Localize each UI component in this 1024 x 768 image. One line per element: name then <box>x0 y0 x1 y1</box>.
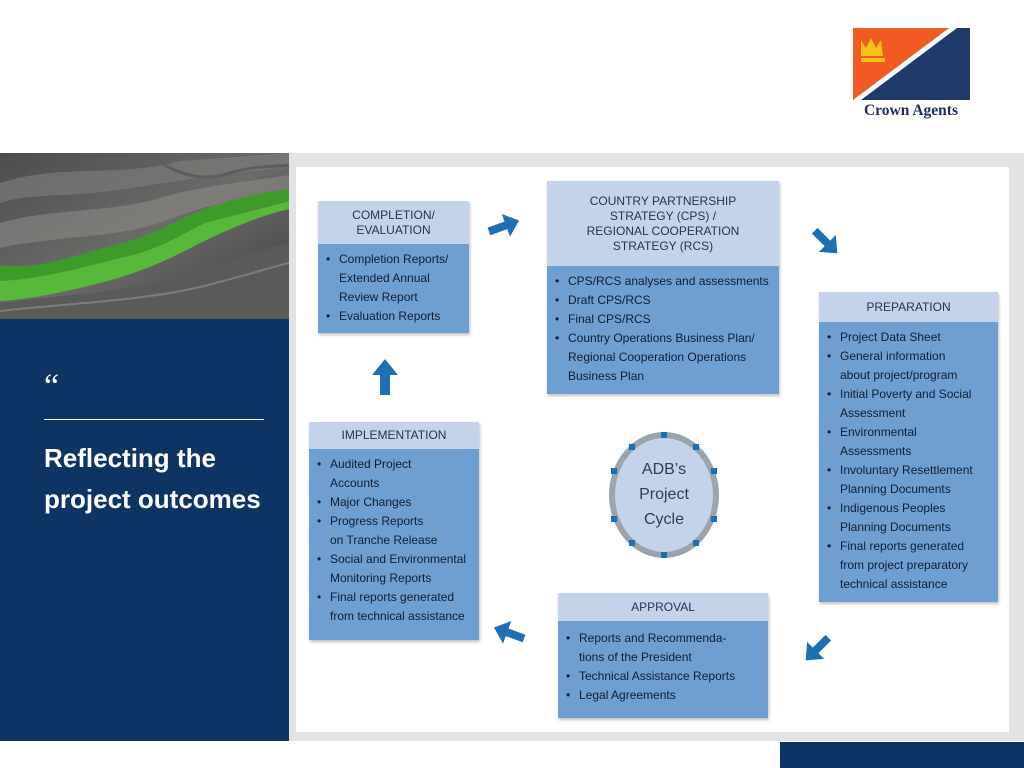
stage-item-text: Draft CPS/RCS <box>568 293 651 307</box>
stage-item <box>555 310 775 329</box>
stage-item <box>827 328 994 347</box>
stage-item <box>326 307 465 326</box>
rice-terrace-photo <box>0 153 289 319</box>
quote-text: Reflecting the project outcomes <box>44 443 261 514</box>
stage-item-text: Country Operations Business Plan/ Regional Cooperation Operations Business Plan <box>568 331 755 383</box>
stage-item <box>326 250 465 307</box>
stage-item-list <box>827 328 994 594</box>
stage-item-text: General information about project/program <box>840 349 958 382</box>
stage-country-partnership-strategy <box>547 181 779 394</box>
stage-preparation <box>819 292 998 602</box>
arrow-right-icon <box>486 210 522 242</box>
stage-item-text: Progress Reports on Tranche Release <box>330 514 438 547</box>
stage-item-text: Initial Poverty and Social Assessment <box>840 387 972 420</box>
stage-title: APPROVAL <box>558 593 768 621</box>
cycle-label: ADB’s Project Cycle <box>639 461 689 528</box>
stage-item <box>317 588 475 626</box>
arrow-up-icon <box>370 357 400 397</box>
stage-item-text: Involuntary Resettlement Planning Documents <box>840 463 973 496</box>
stage-item-list <box>566 629 764 705</box>
stage-item <box>827 461 994 499</box>
quote-divider <box>44 419 264 420</box>
arrow-left-icon <box>491 616 527 650</box>
stage-item-text: Indigenous Peoples Planning Documents <box>840 501 951 534</box>
stage-item <box>555 272 775 291</box>
stage-item <box>827 385 994 423</box>
stage-item-text: Final reports generated from technical assistance <box>330 590 465 623</box>
stage-implementation <box>309 422 479 640</box>
logo-wordmark: Crown Agents <box>863 102 958 119</box>
stage-item-text: CPS/RCS analyses and assessments <box>568 274 769 288</box>
stage-item-text: Major Changes <box>330 495 412 509</box>
stage-item-text: Evaluation Reports <box>339 309 441 323</box>
crown-agents-logo <box>850 28 972 124</box>
stage-completion-evaluation <box>318 201 469 333</box>
footer-bar <box>780 742 1024 768</box>
stage-approval <box>558 593 768 718</box>
stage-item <box>555 329 775 386</box>
arrow-down-right-icon <box>806 222 846 262</box>
stage-item-text: Social and Environmental Monitoring Reports <box>330 552 467 585</box>
stage-title: PREPARATION <box>819 292 998 322</box>
stage-item <box>566 667 764 686</box>
stage-item-text: Project Data Sheet <box>840 330 941 344</box>
stage-item-list <box>555 272 775 386</box>
stage-item-text: Technical Assistance Reports <box>579 669 736 683</box>
arrow-down-left-icon <box>798 630 836 668</box>
stage-item <box>317 550 475 588</box>
stage-item-text: Reports and Recommenda- tions of the President <box>579 631 727 664</box>
stage-item <box>827 499 994 537</box>
stage-item <box>566 686 764 705</box>
quote-mark: “ <box>44 368 60 405</box>
crown-agents-emblem <box>853 28 970 100</box>
stage-item <box>555 291 775 310</box>
stage-item-text: Completion Reports/ Extended Annual Review Report <box>339 252 449 304</box>
stage-item-text: Final reports generated from project preparatory technical assistance <box>840 539 969 591</box>
stage-item <box>317 493 475 512</box>
project-cycle-badge <box>607 430 721 560</box>
stage-item-text: Legal Agreements <box>579 688 676 702</box>
stage-title: IMPLEMENTATION <box>309 422 479 449</box>
stage-item <box>827 423 994 461</box>
stage-item-text: Audited Project Accounts <box>330 457 412 490</box>
stage-item <box>317 455 475 493</box>
stage-item-text: Environmental Assessments <box>840 425 917 458</box>
stage-item-list <box>326 250 465 326</box>
stage-item-text: Final CPS/RCS <box>568 312 651 326</box>
stage-item-list <box>317 455 475 626</box>
stage-title: COUNTRY PARTNERSHIP STRATEGY (CPS) / REGIONAL COOPERATION STRATEGY (RCS) <box>547 181 779 266</box>
stage-item <box>827 537 994 594</box>
stage-item <box>566 629 764 667</box>
stage-item <box>317 512 475 550</box>
stage-item <box>827 347 994 385</box>
stage-title: COMPLETION/ EVALUATION <box>318 201 469 244</box>
